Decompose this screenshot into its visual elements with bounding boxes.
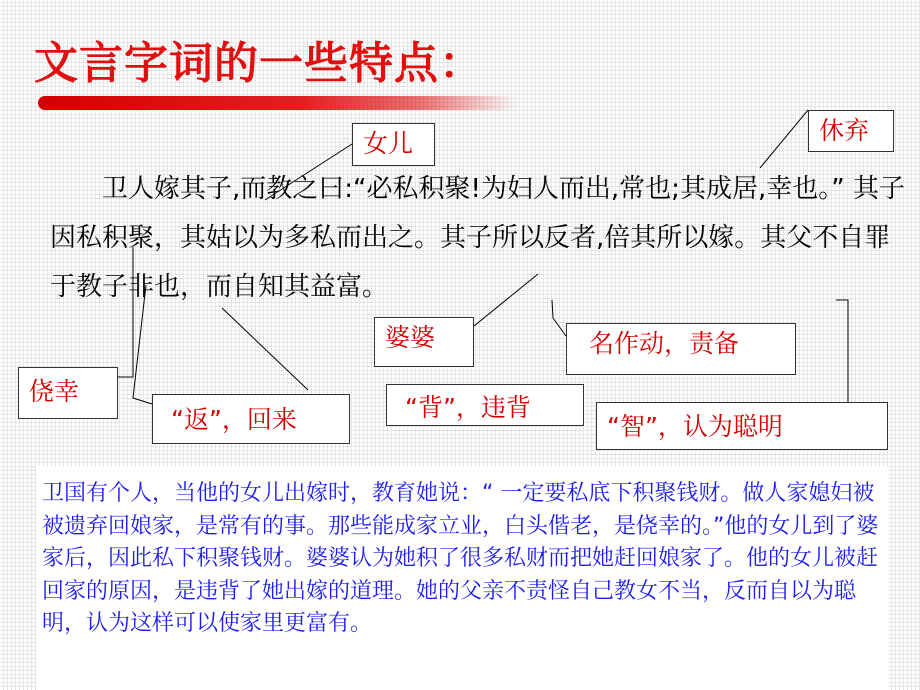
leader-line-bei (222, 308, 308, 390)
passage-text: 卫人嫁其子,而教之曰:“必私积聚!为妇人而出,常也;其成居,幸也。” 其子因私积聚，其姑以为多私而出之。其子所以反者,倍其所以嫁。其父不自罪于教子非也，而自知其益富。 (50, 174, 905, 302)
leader-line-divorce (760, 110, 808, 168)
leader-line-zhi (836, 300, 848, 412)
note-bei: “背”，违背 (386, 384, 584, 426)
classical-passage (50, 165, 910, 312)
title-underline (38, 96, 516, 110)
note-verb-blame: 名作动，责备 (566, 323, 796, 375)
note-mother-in-law: 婆婆 (374, 317, 474, 367)
note-divorce: 休弃 (808, 110, 894, 152)
slide-title: 文言字词的一些特点： (34, 38, 484, 89)
note-lucky: 侥幸 (18, 367, 118, 419)
translation-text: 卫国有个人，当他的女儿出嫁时，教育她说：“ 一定要私底下积聚钱财。做人家媳妇被被遗弃回娘家，是常有的事。那些能成家立业，白头偕老，是侥幸的。”他的女儿到了婆家后，因此私下积聚钱财。婆婆认为她积了很多私财而把她赶回娘家了。他的女儿被赶回家的原因，是违背了她出嫁的道理。她的父亲不责怪自己教女不当，反而自以为聪明，认为这样可以使家里更富有。 (42, 481, 879, 636)
note-zhi: “智”，认为聪明 (596, 402, 888, 450)
translation-box (36, 466, 888, 690)
note-fan: “返”，回来 (152, 394, 350, 444)
note-daughter: 女儿 (352, 123, 435, 166)
